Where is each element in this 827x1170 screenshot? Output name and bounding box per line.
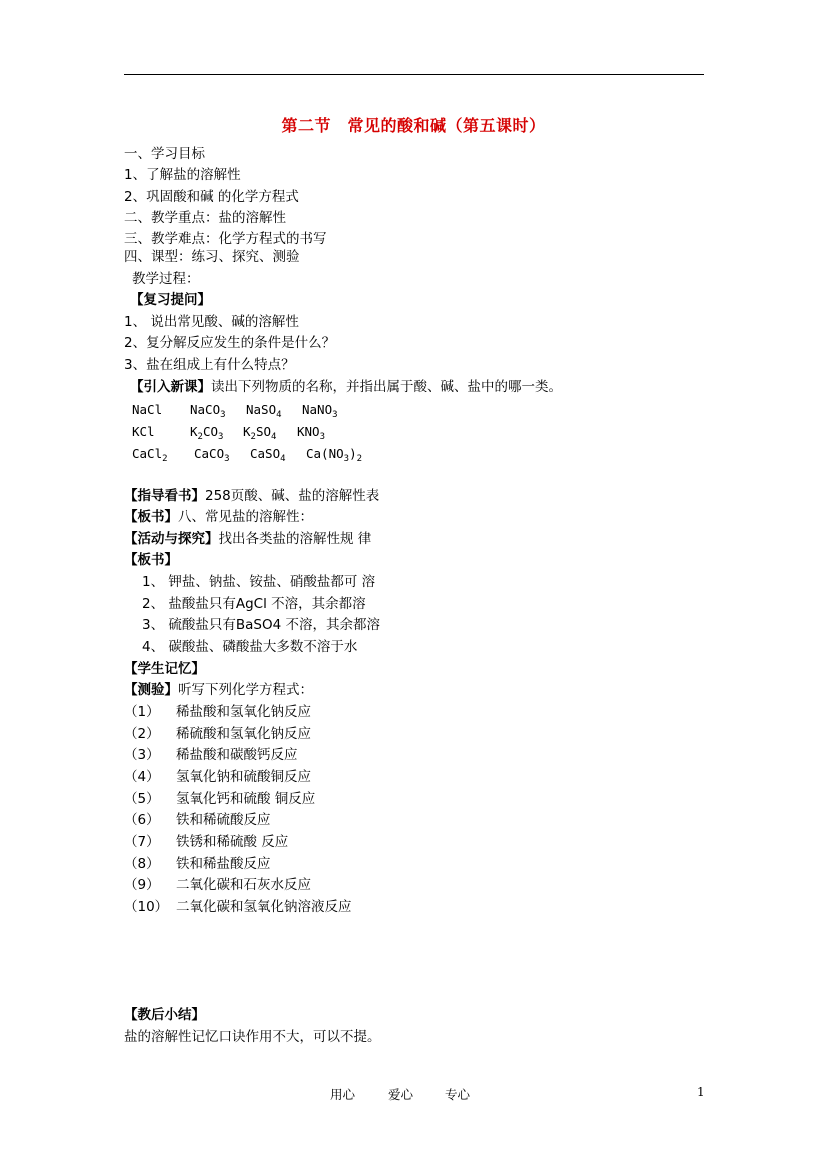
intro-text: 读出下列物质的名称，并指出属于酸、碱、盐中的哪一类。 [211,379,562,395]
difficulty: 三、教学难点：化学方程式的书写 [124,231,327,247]
goal-1: 1、了解盐的溶解性 [124,167,241,183]
goal-2: 2、巩固酸和碱 的化学方程式 [124,189,299,205]
intro-label: 【引入新课】 [130,379,211,395]
quiz-item-text: 稀盐酸和碳酸钙反应 [176,747,298,763]
guide-row [124,486,379,506]
quiz-item: （5） [124,791,160,807]
quiz-item-text: 二氧化碳和石灰水反应 [176,877,311,893]
board-text-1: 八、常见盐的溶解性： [178,509,313,525]
activity-label: 【活动与探究】 [124,531,219,547]
quiz-text: 听写下列化学方程式： [178,682,313,698]
formula-naco3: NaCO$_3$ [190,402,226,420]
quiz-item-text: 稀盐酸和氢氧化钠反应 [176,704,311,720]
quiz-item-text: 二氧化碳和氢氧化钠溶液反应 [176,899,352,915]
quiz-item-text: 铁锈和稀硫酸 反应 [176,834,289,850]
quiz-item: （3） [124,747,160,763]
summary-text: 盐的溶解性记忆口诀作用不大，可以不提。 [124,1029,381,1045]
formula-kno3: $KNO_3$ [297,424,325,442]
goal-heading: 一、学习目标 [124,146,205,162]
quiz-item-text: 氢氧化钙和硫酸 铜反应 [176,791,316,807]
quiz-item: （8） [124,856,160,872]
memory-label: 【学生记忆】 [124,661,205,677]
guide-text: 258页酸、碱、盐的溶解性表 [205,488,380,504]
quiz-item-text: 稀硫酸和氢氧化钠反应 [176,726,311,742]
review-label: 【复习提问】 [130,292,211,308]
intro-row [130,377,562,397]
rule-3: 3、 硫酸盐只有BaSO4 不溶，其余都溶 [142,617,380,633]
formula-k2so4: $K_2SO_4$ [243,424,277,442]
rule-4: 4、 碳酸盐、磷酸盐大多数不溶于水 [142,639,358,655]
formula-nano3: NaNO$_3$ [302,402,338,420]
rule-1: 1、 钾盐、钠盐、铵盐、硝酸盐都可 溶 [142,574,376,590]
formula-cacl2: CaCl$_2$ [132,446,168,464]
formula-kcl: KCl [132,424,155,439]
footer-middle: 爱心 [388,1087,414,1102]
formula-cano32: $Ca(NO_3)_2$ [306,446,363,464]
header-rule [124,74,704,75]
quiz-item: （1） [124,704,160,720]
footer-right: 专心 [445,1087,471,1102]
quiz-item: （9） [124,877,160,893]
quiz-row [124,680,313,700]
summary-label: 【教后小结】 [124,1007,205,1023]
formula-nacl: NaCl [132,402,163,417]
quiz-item: （10） [124,899,169,915]
formula-naso4: NaSO$_4$ [246,402,282,420]
quiz-item-text: 铁和稀硫酸反应 [176,812,271,828]
review-question-3: 3、盐在组成上有什么特点？ [124,357,295,373]
board-label-1: 【板书】 [124,509,178,525]
quiz-item: （4） [124,769,160,785]
activity-text: 找出各类盐的溶解性规 律 [218,531,372,547]
key-point: 二、教学重点：盐的溶解性 [124,210,286,226]
review-question-2: 2、复分解反应发生的条件是什么？ [124,335,336,351]
quiz-item: （7） [124,834,160,850]
quiz-item: （2） [124,726,160,742]
footer-left: 用心 [330,1087,356,1102]
page-number: 1 [697,1085,705,1099]
quiz-label: 【测验】 [124,682,178,698]
board-label-2: 【板书】 [124,552,178,568]
process-label: 教学过程： [132,271,200,287]
review-question-1: 1、 说出常见酸、碱的溶解性 [124,314,299,330]
rule-2: 2、 盐酸盐只有AgCl 不溶，其余都溶 [142,596,366,612]
board-row-1 [124,507,313,527]
quiz-item-text: 铁和稀盐酸反应 [176,856,271,872]
lesson-type: 四、课型：练习、探究、测验 [124,249,300,265]
formula-caso4: CaSO$_4$ [250,446,286,464]
formula-caco3: CaCO$_3$ [194,446,230,464]
activity-row [124,529,371,549]
quiz-item-text: 氢氧化钠和硫酸铜反应 [176,769,311,785]
quiz-item: （6） [124,812,160,828]
page-title: 第二节 常见的酸和碱（第五课时） [281,116,546,135]
formula-k2co3: $K_2CO_3$ [190,424,224,442]
guide-label: 【指导看书】 [124,488,205,504]
